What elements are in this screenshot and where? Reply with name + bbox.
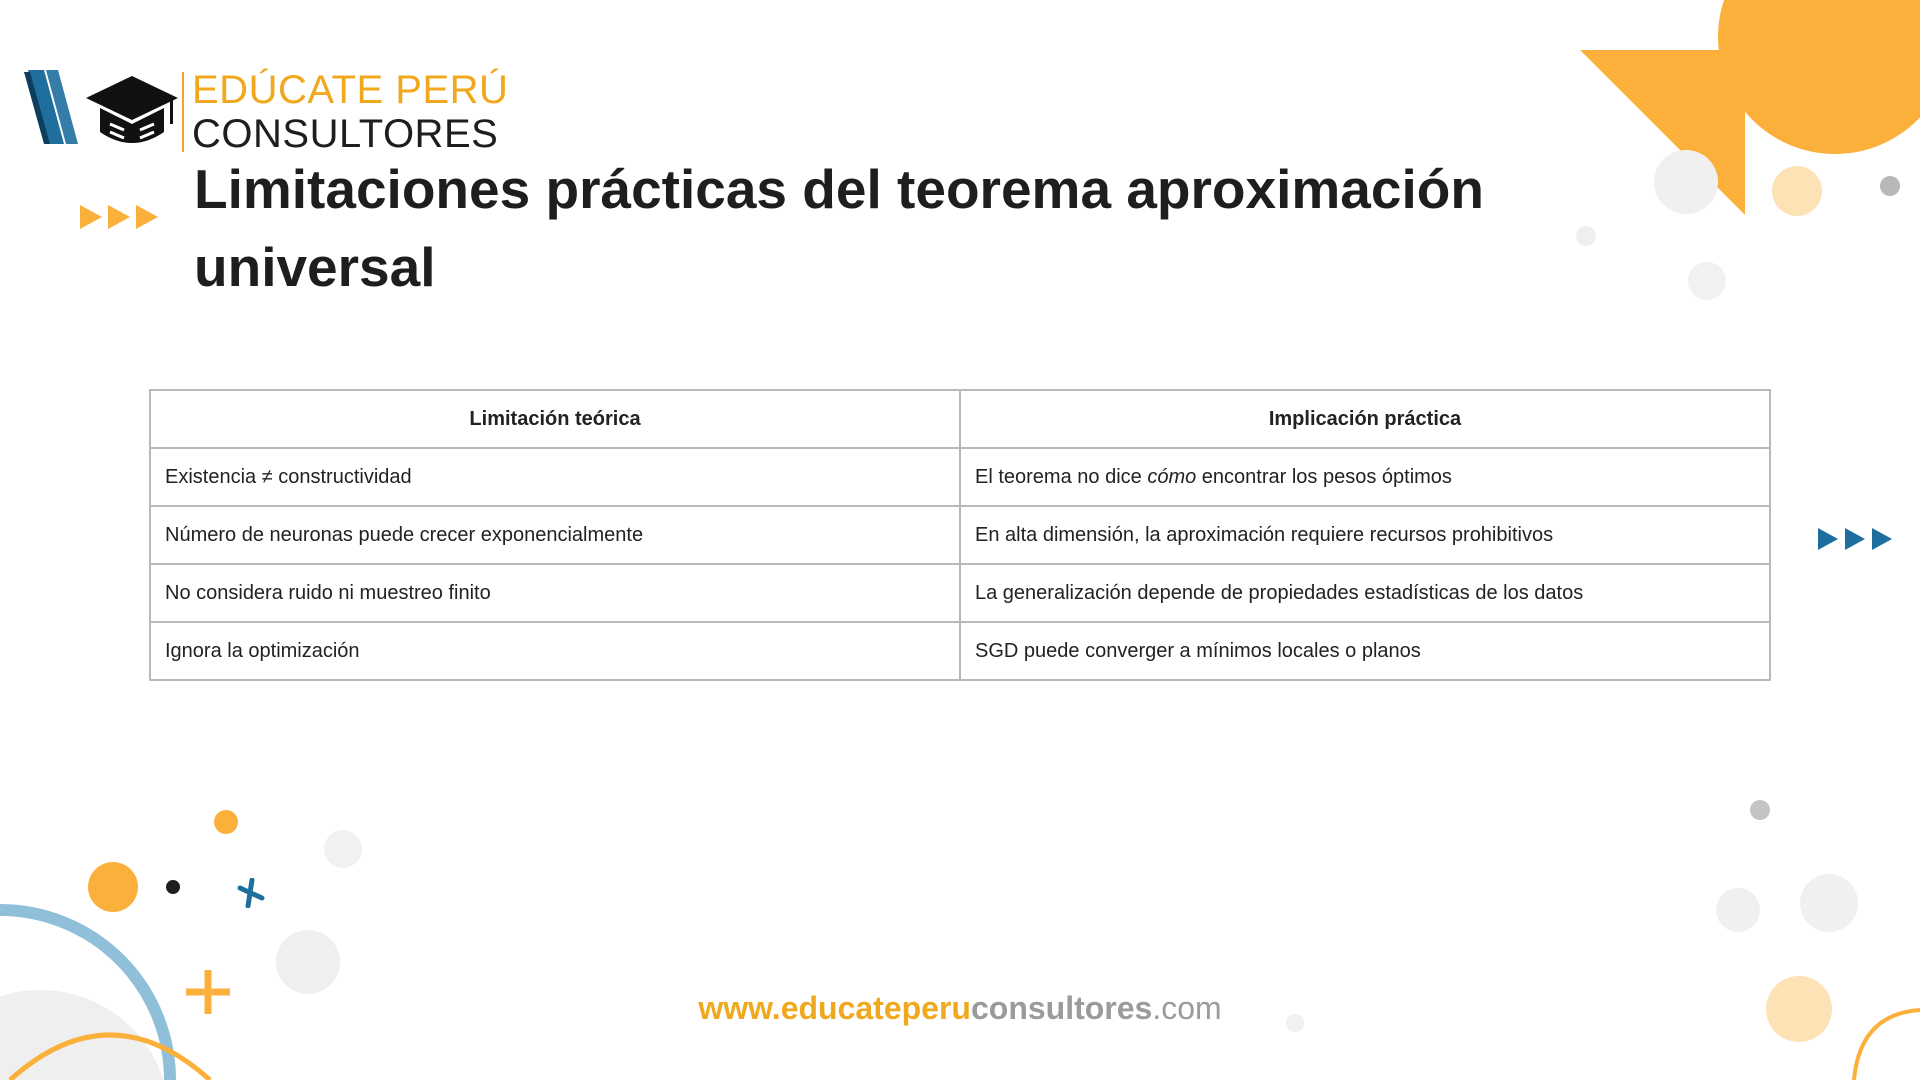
column-header-implication: Implicación práctica	[960, 390, 1770, 448]
table-row	[150, 622, 1770, 680]
column-header-limitation: Limitación teórica	[150, 390, 960, 448]
gray-dot-deco	[1880, 176, 1900, 196]
logo-text	[192, 70, 508, 154]
implication-cell	[960, 448, 1770, 506]
orange-dot-deco	[214, 810, 238, 834]
implication-emphasis: cómo	[1147, 465, 1197, 488]
gray-circle-deco	[1654, 150, 1718, 214]
gray-circle-deco	[1800, 874, 1858, 932]
triple-arrow-icon	[1818, 528, 1896, 550]
cross-icon	[236, 878, 266, 908]
implication-cell: La generalización depende de propiedades estadísticas de los datos	[960, 564, 1770, 622]
url-part: .com	[1152, 990, 1222, 1026]
table-row	[150, 506, 1770, 564]
peach-circle-deco	[1772, 166, 1822, 216]
limitation-cell: No considera ruido ni muestreo finito	[150, 564, 960, 622]
url-part: www.educateperu	[698, 990, 971, 1026]
url-part: consultores	[970, 990, 1153, 1026]
table-row	[150, 448, 1770, 506]
graduation-cap-icon	[84, 74, 180, 150]
implication-cell: SGD puede converger a mínimos locales o planos	[960, 622, 1770, 680]
implication-cell: En alta dimensión, la aproximación requiere recursos prohibitivos	[960, 506, 1770, 564]
page-title: Limitaciones prácticas del teorema aproximación universal	[194, 158, 1484, 298]
limitation-cell: Ignora la optimización	[150, 622, 960, 680]
logo-line-1: EDÚCATE PERÚ	[192, 68, 509, 112]
implication-text: El teorema no dice	[975, 465, 1148, 488]
implication-text: encontrar los pesos óptimos	[1196, 465, 1452, 488]
table-row	[150, 564, 1770, 622]
gray-circle-deco	[1716, 888, 1760, 932]
table-header-row	[150, 390, 1770, 448]
website-url[interactable]	[0, 990, 1920, 1027]
book-icon	[24, 70, 84, 145]
limitation-cell: Existencia ≠ constructividad	[150, 448, 960, 506]
logo-line-2: CONSULTORES	[192, 112, 499, 156]
gray-circle-deco	[1688, 262, 1726, 300]
triple-arrow-icon	[80, 205, 162, 229]
gray-dot-deco	[1576, 226, 1596, 246]
logo-divider	[182, 72, 184, 152]
gray-dot-deco	[1750, 800, 1770, 820]
limitation-cell: Número de neuronas puede crecer exponencialmente	[150, 506, 960, 564]
limitations-table	[149, 389, 1771, 681]
gray-circle-deco	[324, 830, 362, 868]
gray-circle-deco	[276, 930, 340, 994]
